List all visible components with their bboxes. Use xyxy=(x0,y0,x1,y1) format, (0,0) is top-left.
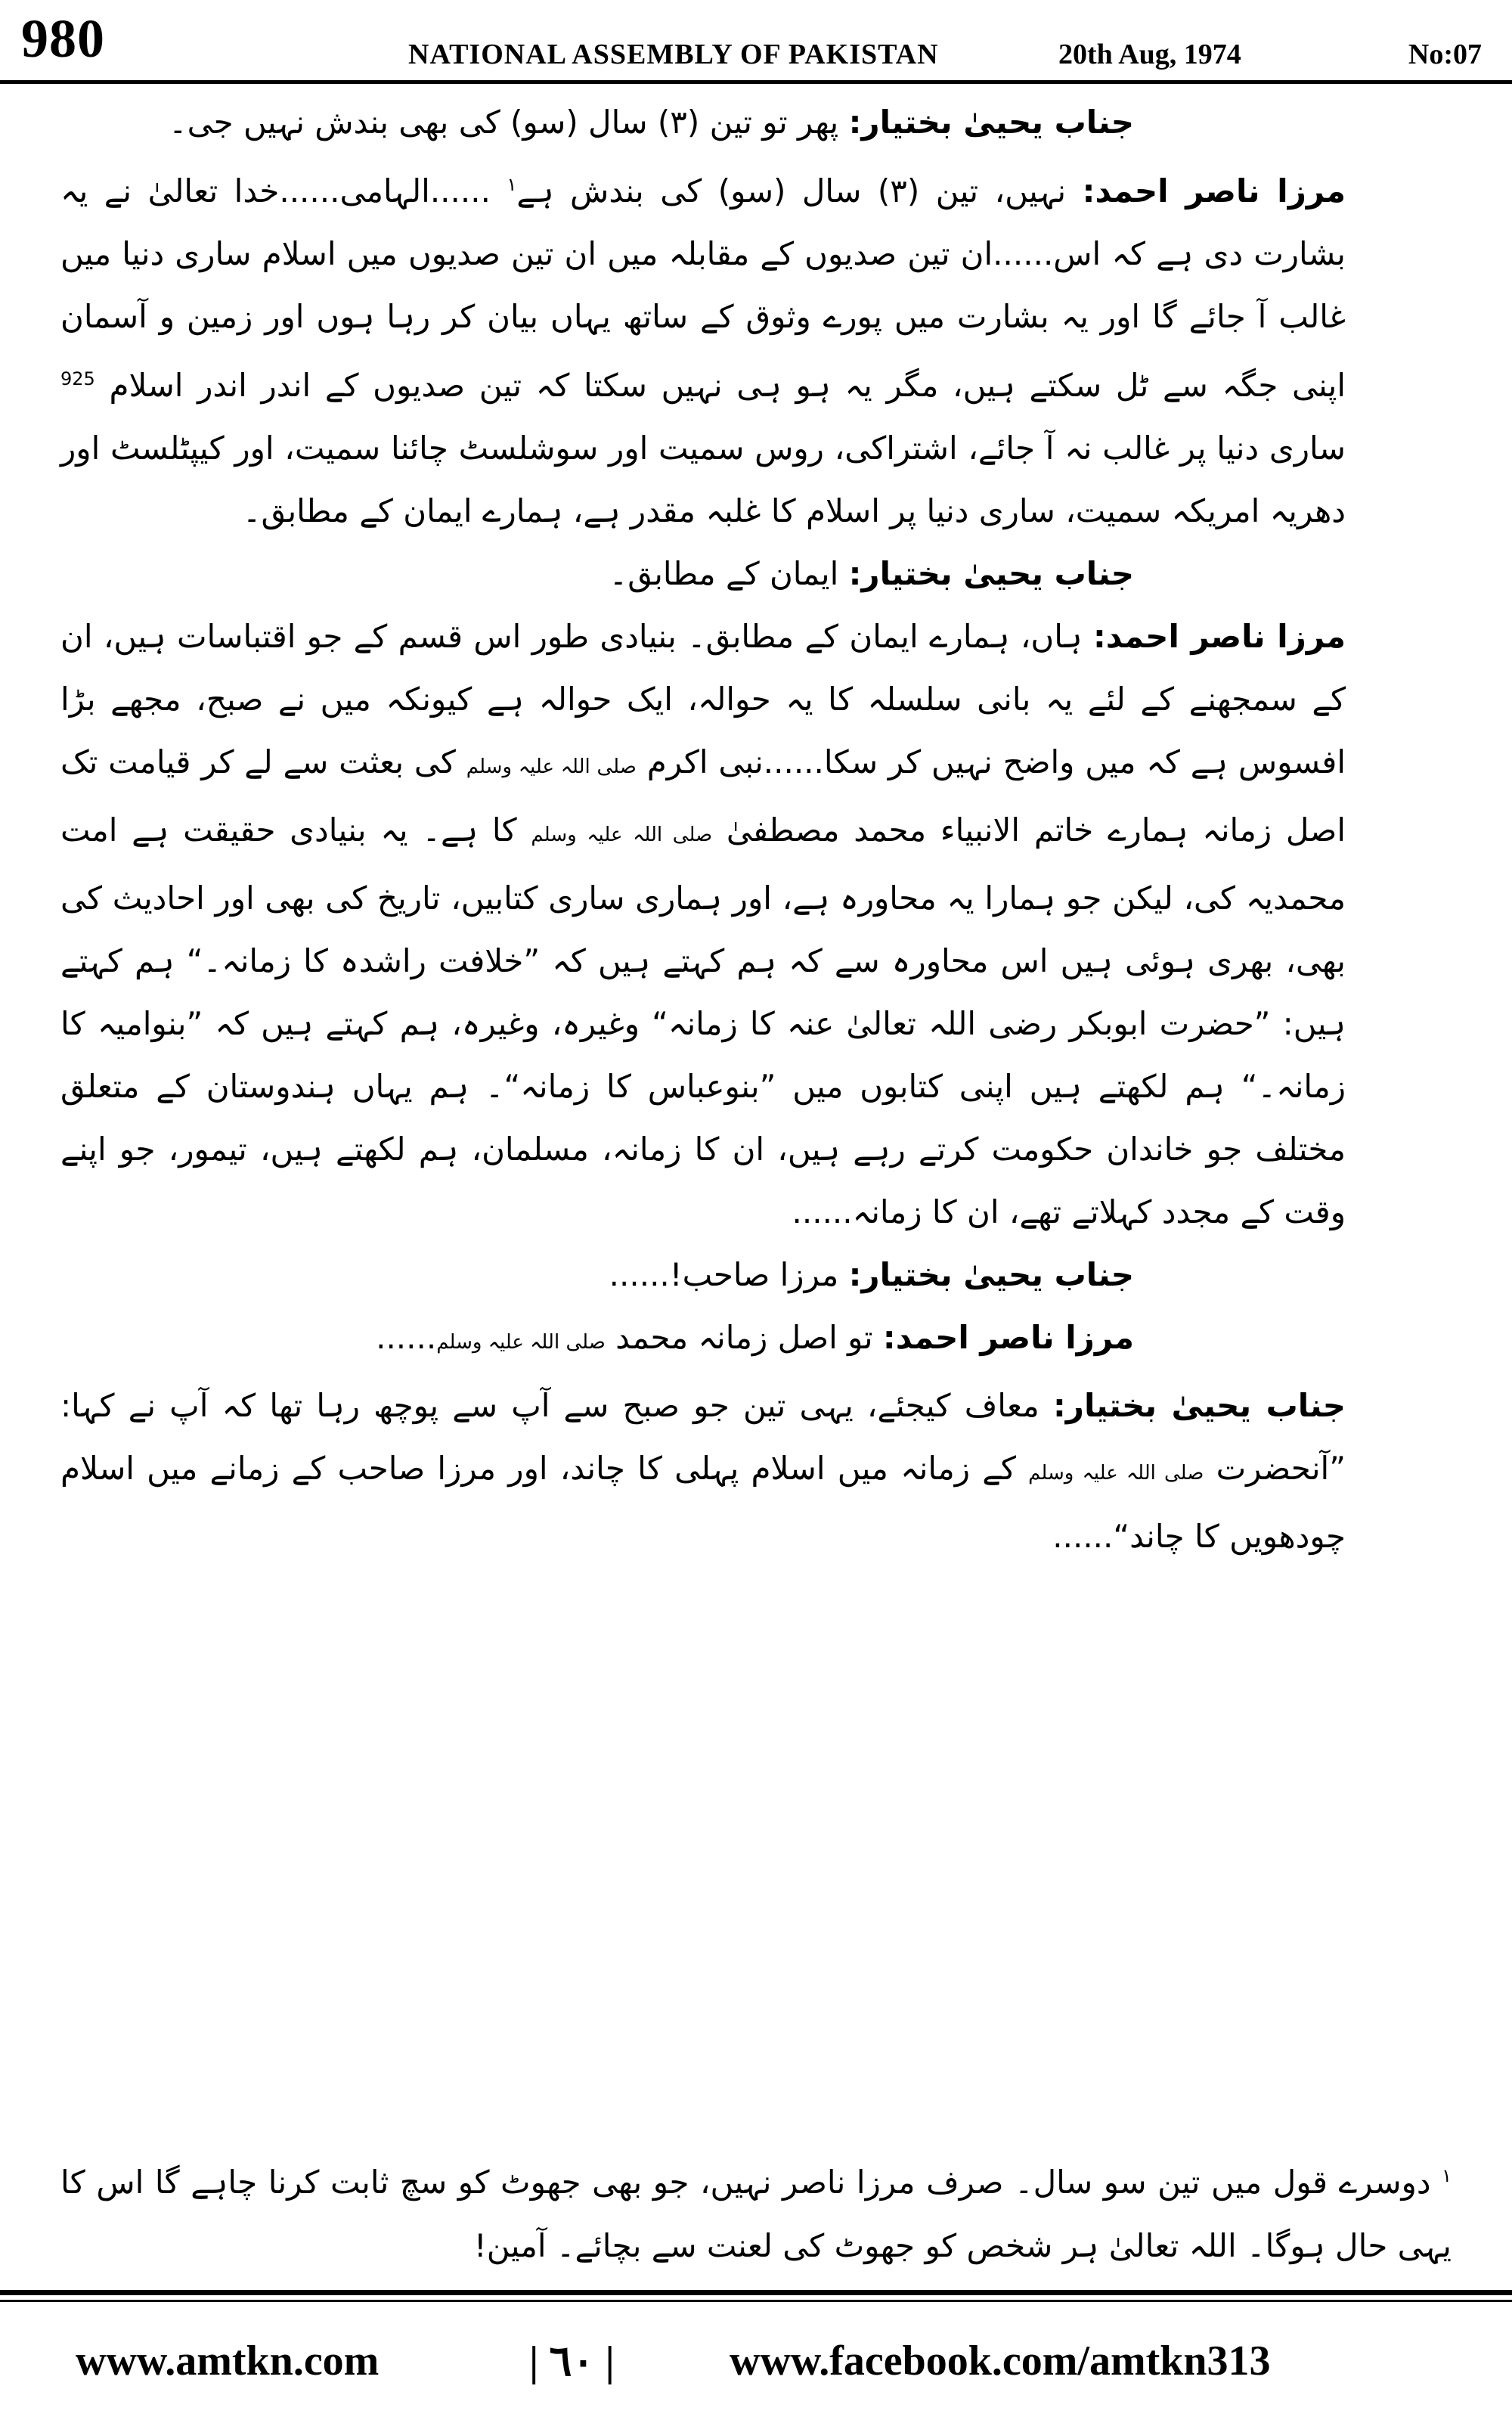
footer-rule-thin xyxy=(0,2300,1512,2302)
honorific-glyph: صلی اللہ علیہ وسلم xyxy=(1028,1462,1204,1485)
paragraph-1 xyxy=(60,91,1452,154)
honorific-glyph: صلی اللہ علیہ وسلم xyxy=(466,755,637,778)
header-rule xyxy=(0,80,1512,84)
header-number: No:07 xyxy=(1408,39,1482,70)
paragraph-3 xyxy=(60,542,1452,605)
paragraph-7 xyxy=(60,1374,1452,1568)
paragraph-text: معاف کیجئے، یہی تین جو صبح سے آپ سے پوچھ رہا تھا کہ آپ نے کہا: ”آنحضرت xyxy=(60,1387,1346,1487)
speaker-label: جناب یحییٰ بختیار: xyxy=(848,104,1134,141)
paragraph-text: ساری دنیا پر غالب نہ آ جائے، اشتراکی، روس سمیت اور سوشلسٹ چائنا سمیت، اور کیپٹلسٹ اور دھریہ امریکہ سمیت، ساری دنیا پر اسلام کا غلبہ مقدر ہے، ہمارے ایمان کے مطابق۔ xyxy=(60,430,1346,529)
footnote-marker: ۱ xyxy=(1442,2165,1452,2186)
footnote xyxy=(60,2144,1452,2278)
footnote-text-block xyxy=(60,2144,1452,2278)
speaker-label: مرزا ناصر احمد: xyxy=(1092,618,1346,655)
header-date: 20th Aug, 1974 xyxy=(1058,39,1241,70)
page-body xyxy=(60,91,1452,2193)
website-link[interactable]: www.amtkn.com xyxy=(76,2338,380,2384)
honorific-glyph: صلی اللہ علیہ وسلم xyxy=(436,1331,606,1354)
paragraph-text: کی بعثت سے لے کر قیامت تک اصل زمانہ ہمارے خاتم الانبیاء محمد مصطفیٰ xyxy=(60,743,1346,849)
speaker-label: جناب یحییٰ بختیار: xyxy=(848,1256,1134,1293)
page-number: 980 xyxy=(21,8,105,69)
page-footer xyxy=(0,2310,1512,2420)
paragraph-text: نہیں، تین (۳) سال (سو) کی بندش ہے xyxy=(516,172,1067,209)
speaker-label: جناب یحییٰ بختیار: xyxy=(848,555,1134,592)
footer-rule-thick xyxy=(0,2290,1512,2295)
paragraph-text: کا ہے۔ یہ بنیادی حقیقت ہے امت محمدیہ کی، لیکن جو ہمارا یہ محاورہ ہے، اور ہماری ساری کتابیں، تاریخ کی بھی اور احادیث کی بھی، بھری ہوئی ہیں اس محاورہ سے کہ ہم کہتے ہیں کہ ”خلافت راشدہ کا زمانہ۔“ ہم کہتے ہیں: ”حضرت ابوبکر رضی اللہ تعالیٰ عنہ کا زمانہ“ وغیرہ، وغیرہ، ہم کہتے ہیں کہ ”بنوامیہ کا زمانہ۔“ ہم لکھتے ہیں اپنی کتابوں میں ”بنوعباس کا زمانہ“۔ ہم یہاں ہندوستان کے متعلق مختلف جو خاندان حکومت کرتے رہے ہیں، ان کا زمانہ، مسلمان، ہم لکھتے ہیں، تیمور، جو اپنے وقت کے مجدد کہلاتے تھے، ان کا زمانہ...... xyxy=(60,811,1346,1230)
paragraph-text: مرزا صاحب!...... xyxy=(609,1256,839,1293)
facebook-link[interactable]: www.facebook.com/amtkn313 xyxy=(730,2338,1271,2384)
paragraph-text: ایمان کے مطابق۔ xyxy=(609,555,839,592)
speaker-label: مرزا ناصر احمد: xyxy=(1082,172,1346,209)
paragraph-text: پھر تو تین (۳) سال (سو) کی بھی بندش نہیں جی۔ xyxy=(169,104,839,141)
footer-page-number: | ٦٠ | xyxy=(529,2338,615,2385)
paragraph-text: ...... xyxy=(376,1319,437,1356)
footnote-marker: ۱ xyxy=(507,174,517,195)
paragraph-text: ......الہامی......خدا تعالیٰ نے یہ بشارت دی ہے کہ اس......ان تین صدیوں کے مقابلہ میں ان تین صدیوں میں اسلام ساری دنیا میں غالب آ جائے گا اور یہ بشارت میں پورے وثوق کے ساتھ یہاں بیان کر رہا ہوں اور زمین و آسمان اپنی جگہ سے ٹل سکتے ہیں، مگر یہ ہو ہی نہیں سکتا کہ تین صدیوں کے اندر اندر اسلام xyxy=(60,172,1346,404)
footnote-text: دوسرے قول میں تین سو سال۔ صرف مرزا ناصر نہیں، جو بھی جھوٹ کو سچ ثابت کرنا چاہے گا اس کا یہی حال ہوگا۔ اللہ تعالیٰ ہر شخص کو جھوٹ کی لعنت سے بچائے۔ آمین! xyxy=(60,2164,1452,2264)
page-header xyxy=(0,0,1512,83)
paragraph-text: کے زمانہ میں اسلام پہلی کا چاند، اور مرزا صاحب کے زمانے میں اسلام چودھویں کا چاند“...... xyxy=(60,1450,1346,1555)
paragraph-5 xyxy=(60,1243,1452,1306)
paragraph-text: تو اصل زمانہ محمد xyxy=(615,1319,873,1356)
paragraph-6 xyxy=(60,1306,1452,1374)
original-page-marker: 925 xyxy=(60,368,95,389)
speaker-label: جناب یحییٰ بختیار: xyxy=(1052,1387,1346,1424)
paragraph-text: ہاں، ہمارے ایمان کے مطابق۔ بنیادی طور اس قسم کے جو اقتباسات ہیں، ان کے سمجھنے کے لئے یہ بانی سلسلہ کا یہ حوالہ، ایک حوالہ ہے کیونکہ میں نے صبح، مجھے بڑا افسوس ہے کہ میں واضح نہیں کر سکا......نبی اکرم xyxy=(60,618,1346,780)
paragraph-4 xyxy=(60,605,1452,1243)
paragraph-2 xyxy=(60,154,1452,542)
honorific-glyph: صلی اللہ علیہ وسلم xyxy=(531,824,713,846)
header-title: NATIONAL ASSEMBLY OF PAKISTAN xyxy=(408,39,939,70)
speaker-label: مرزا ناصر احمد: xyxy=(882,1319,1134,1356)
